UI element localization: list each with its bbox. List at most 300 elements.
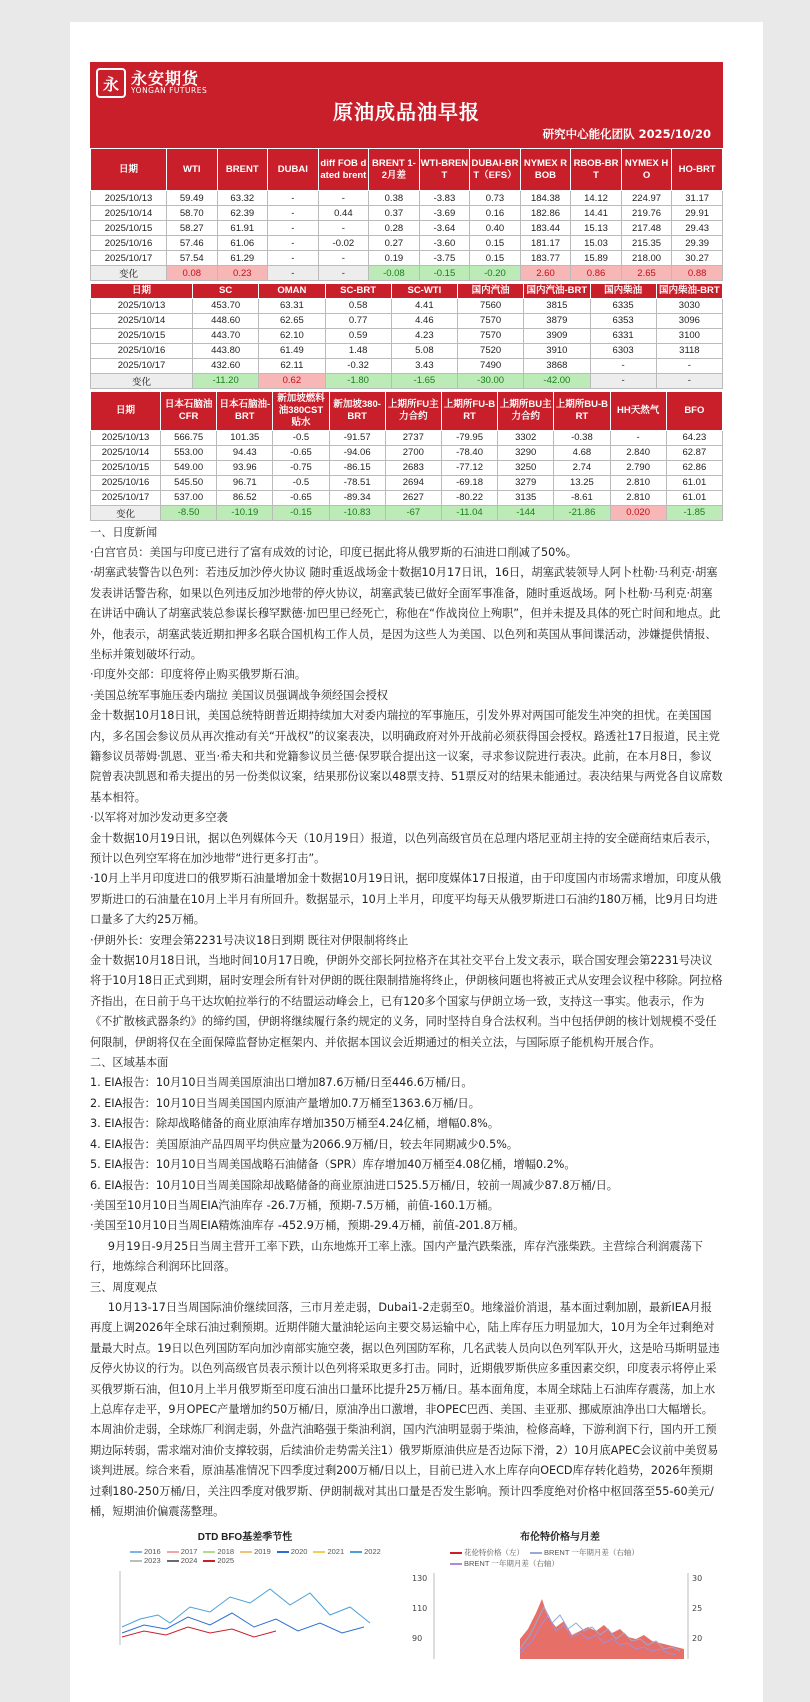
change-cell: -0.20: [470, 266, 521, 281]
change-row: [91, 505, 723, 520]
table-cell: 29.39: [672, 236, 723, 251]
section-heading: 一、日度新闻: [90, 525, 158, 539]
legend-item: [203, 1556, 234, 1565]
fundamentals-item: ·美国至10月10日当周EIA汽油库存 -26.7万桶，预期-7.5万桶，前值-160.1万桶。: [90, 1198, 499, 1212]
fundamentals-item: 2. EIA报告：10月10日当周美国国内原油产量增加0.7万桶至1363.6万桶/日。: [90, 1096, 480, 1110]
table-cell: 29.43: [672, 221, 723, 236]
table-header-row: [91, 149, 723, 191]
table-cell: -: [590, 358, 656, 373]
legend-label: 2016: [144, 1547, 161, 1557]
column-header: 日期: [91, 391, 161, 430]
sc-domestic-price-table: [90, 283, 723, 389]
change-cell: 2.60: [520, 266, 571, 281]
change-cell: -8.50: [161, 505, 217, 520]
table-cell: 545.50: [161, 475, 217, 490]
table-cell: 0.16: [470, 206, 521, 221]
table-cell: 2025/10/14: [91, 445, 161, 460]
column-header: DUBAI-BRT（EFS）: [470, 149, 521, 191]
table-cell: 0.28: [369, 221, 420, 236]
table-row: [91, 313, 723, 328]
legend-label: 2024: [180, 1556, 198, 1566]
table-cell: -0.02: [318, 236, 369, 251]
table-cell: 2.74: [554, 460, 610, 475]
change-cell: 0.62: [259, 373, 325, 388]
table-cell: 4.23: [391, 328, 457, 343]
table-cell: 0.15: [470, 236, 521, 251]
table-cell: 6353: [590, 313, 656, 328]
report-content: [90, 62, 723, 1658]
change-cell: -30.00: [458, 373, 524, 388]
legend-swatch: [130, 1551, 142, 1553]
legend-label: 2018: [217, 1547, 235, 1557]
table-cell: 3909: [524, 328, 590, 343]
table-cell: -: [268, 236, 319, 251]
fundamentals-item: 6. EIA报告：10月10日当周美国除却战略储备的商业原油进口525.5万桶/日，较前一周减少87.8万桶/日。: [90, 1178, 618, 1192]
report-text: [90, 523, 723, 1523]
change-cell: -42.00: [524, 373, 590, 388]
table-row: [91, 236, 723, 251]
table-cell: 63.32: [217, 191, 268, 206]
table-cell: 4.68: [554, 445, 610, 460]
table-cell: 61.01: [666, 475, 722, 490]
table-cell: 2694: [385, 475, 441, 490]
legend-item: [277, 1547, 308, 1556]
legend-item: [203, 1547, 234, 1556]
table-cell: 62.86: [666, 460, 722, 475]
legend-label: 2019: [254, 1547, 271, 1557]
table-cell: 0.58: [325, 298, 391, 313]
legend-swatch: [130, 1560, 142, 1562]
left-tick-label: 110: [412, 1604, 428, 1614]
table-cell: 15.89: [571, 251, 622, 266]
table-cell: 183.77: [520, 251, 571, 266]
table-cell: -0.5: [273, 430, 329, 445]
table-cell: 0.38: [369, 191, 420, 206]
table-cell: 566.75: [161, 430, 217, 445]
table-cell: -78.51: [329, 475, 385, 490]
table-row: [91, 445, 723, 460]
table-cell: 0.77: [325, 313, 391, 328]
table-cell: 59.49: [167, 191, 218, 206]
change-row: [91, 266, 723, 281]
logo-english-name: YONGAN FUTURES: [131, 86, 208, 96]
left-tick-label: 130: [412, 1574, 428, 1584]
legend-label: BRENT 一年期月差（右轴）: [464, 1559, 559, 1569]
brent-price-spread-chart: [410, 1528, 710, 1659]
section-heading: 二、区域基本面: [90, 1056, 169, 1070]
table-cell: 2627: [385, 490, 441, 505]
table-cell: 2737: [385, 430, 441, 445]
legend-label: 2017: [180, 1547, 198, 1557]
legend-label: 2020: [290, 1547, 308, 1557]
table-row: [91, 206, 723, 221]
table-cell: -3.60: [419, 236, 470, 251]
table-cell: -77.12: [441, 460, 497, 475]
column-header: SC-WTI: [391, 284, 457, 299]
table-cell: -: [318, 191, 369, 206]
change-cell: -: [318, 266, 369, 281]
table-cell: -94.06: [329, 445, 385, 460]
legend-item: [313, 1547, 344, 1556]
table-row: [91, 221, 723, 236]
news-item: 金十数据10月19日讯，据以色列媒体今天（10月19日）报道，以色列高级官员在总理内塔尼亚胡主持的安全磋商结束后表示，预计以色列空军将在加沙地带“进行更多打击”。: [90, 831, 718, 865]
table-cell: 61.01: [666, 490, 722, 505]
table-cell: 61.29: [217, 251, 268, 266]
table-cell: -0.38: [554, 430, 610, 445]
table-cell: 15.13: [571, 221, 622, 236]
table-cell: -8.61: [554, 490, 610, 505]
table-cell: 0.73: [470, 191, 521, 206]
table-cell: -89.34: [329, 490, 385, 505]
table-cell: 61.06: [217, 236, 268, 251]
change-cell: -11.20: [193, 373, 259, 388]
column-header: 上期所FU主力合约: [385, 391, 441, 430]
table-cell: 443.80: [193, 343, 259, 358]
change-cell: -144: [498, 505, 554, 520]
table-cell: 3250: [498, 460, 554, 475]
legend-item: [350, 1547, 381, 1556]
table-cell: 0.19: [369, 251, 420, 266]
table-cell: 1.48: [325, 343, 391, 358]
change-cell: -1.65: [391, 373, 457, 388]
table-cell: 0.40: [470, 221, 521, 236]
table-cell: 14.41: [571, 206, 622, 221]
fundamentals-item: ·美国至10月10日当周EIA精炼油库存 -452.9万桶，预期-29.4万桶，前值-201.8万桶。: [90, 1219, 525, 1233]
table-cell: 453.70: [193, 298, 259, 313]
table-cell: 57.54: [167, 251, 218, 266]
legend-swatch: [203, 1560, 215, 1562]
table-cell: 2.840: [610, 445, 666, 460]
table-cell: -0.75: [273, 460, 329, 475]
change-cell: -: [656, 373, 722, 388]
table-cell: 7490: [458, 358, 524, 373]
table-cell: 3096: [656, 313, 722, 328]
table-cell: 2025/10/15: [91, 221, 167, 236]
legend-swatch: [167, 1551, 179, 1553]
table-cell: -: [656, 358, 722, 373]
table-row: [91, 251, 723, 266]
table-cell: 3879: [524, 313, 590, 328]
change-cell: -21.86: [554, 505, 610, 520]
table-cell: 7570: [458, 313, 524, 328]
column-header: diff FOB dated brent: [318, 149, 369, 191]
report-title: 原油成品油早报: [333, 100, 480, 124]
column-header: RBOB-BRT: [571, 149, 622, 191]
table-cell: 182.86: [520, 206, 571, 221]
table-cell: 62.39: [217, 206, 268, 221]
table-row: [91, 328, 723, 343]
table-cell: 64.23: [666, 430, 722, 445]
table-row: [91, 343, 723, 358]
change-cell: -: [590, 373, 656, 388]
legend-swatch: [203, 1551, 215, 1553]
legend-swatch: [530, 1552, 542, 1554]
table-cell: 219.76: [621, 206, 672, 221]
table-cell: 3100: [656, 328, 722, 343]
table-cell: 2.790: [610, 460, 666, 475]
fundamentals-list: [90, 1073, 723, 1236]
column-header: HH天然气: [610, 391, 666, 430]
table-cell: 2700: [385, 445, 441, 460]
table-cell: 2025/10/17: [91, 490, 161, 505]
table-cell: 30.27: [672, 251, 723, 266]
table-cell: 86.52: [217, 490, 273, 505]
table-row: [91, 430, 723, 445]
column-header: 日本石脑油CFR: [161, 391, 217, 430]
table-row: [91, 358, 723, 373]
news-list: [90, 543, 723, 1053]
fundamentals-item: 3. EIA报告：除却战略储备的商业原油库存增加350万桶至4.24亿桶，增幅0.8%。: [90, 1117, 500, 1131]
column-header: 上期所BU主力合约: [498, 391, 554, 430]
table-cell: 62.65: [259, 313, 325, 328]
table-cell: 218.00: [621, 251, 672, 266]
table-cell: 6335: [590, 298, 656, 313]
table-cell: 183.44: [520, 221, 571, 236]
news-item: ·印度外交部：印度将停止购买俄罗斯石油。: [90, 668, 307, 682]
chart-plot: [410, 1569, 710, 1659]
table-cell: 57.46: [167, 236, 218, 251]
chart-title: 布伦特价格与月差: [520, 1532, 600, 1544]
news-item: ·胡塞武装警告以色列：若违反加沙停火协议 随时重返战场金十数据10月17日讯，16日，胡塞武装领导人阿卜杜勒·马利克·胡塞发表讲话警告称，如果以色列违反加沙地带的停火协议，胡塞武装已做好全面军事准备，随时重返战场。阿卜杜勒·马利克·胡塞在讲话中确认了胡塞武装总参谋长穆罕默德·加巴里已经死亡，称他在“作战岗位上殉职”，但并未提及具体的死亡时间和地点。此外，他表示，胡塞武装近期扣押多名联合国机构工作人员，是因为这些人为美国、以色列和英国从事间谍活动，涉嫌提供情报、坐标并策划破坏行动。: [90, 566, 721, 661]
chart-title: DTD BFO基差季节性: [197, 1532, 293, 1544]
news-item: 金十数据10月18日讯，美国总统特朗普近期持续加大对委内瑞拉的军事施压，引发外界对两国可能发生冲突的担忧。在美国国内，多名国会参议员从再次推动有关“开战权”的议案表决，以明确政府对外开战前必须获得国会授权。路透社17日报道，民主党籍参议员蒂姆·凯恩、亚当·希夫和共和党籍参议员兰德·保罗联合提出这一议案，寻求参议院进行表决。此前，在本月8日，参议院曾表决凯恩和希夫提出的另一份类似议案，结果那份议案以48票支持、51票反对的结果未能通过。表决结果与两党各自议席数基本相符。: [90, 709, 723, 804]
column-header: 国内汽油: [458, 284, 524, 299]
section-heading: 三、周度观点: [90, 1280, 158, 1294]
table-cell: -: [268, 191, 319, 206]
table-cell: 2025/10/13: [91, 191, 167, 206]
table-cell: 13.25: [554, 475, 610, 490]
legend-swatch: [167, 1560, 179, 1562]
table-cell: -91.57: [329, 430, 385, 445]
weekly-view: 10月13-17日当周国际油价继续回落，三市月差走弱，Dubai1-2走弱至0。地缘溢价消退，基本面过剩加剧，最新IEA月报再度上调2026年全球石油过剩预期。近期伴随大量油轮运向主要交易运输中心，陆上库存压力明显加大，10月为全年过剩绝对量最大时点。19日以色列国防军向加沙南部实施空袭，据以色列国防军称，几名武装人员向以色列军队开火，这是哈马斯明显违反停火协议的行为。以色列高级官员表示预计以色列将采取更多打击。同时，近期俄罗斯供应多重因素交织，印度表示将停止采买俄罗斯石油，但10月上半月俄罗斯至印度石油出口量环比提升25万桶/日。基本面角度，本周全球陆上石油库存震荡，加上水上总库存走平，9月OPEC产量增加约50万桶/日，原油净出口激增，非OPEC巴西、美国、圭亚那、挪威原油净出口大幅增长。本周油价走弱，全球炼厂利润走弱，外盘汽油略强于柴油利润，国内汽油明显弱于柴油，检修高峰，下游利润下行，国内开工预期边际转弱，需求端对油价支撑较弱，后续油价走势需关注1）俄罗斯原油供应是否边际下滑，2）10月底APEC会议前中美贸易谈判进展。综合来看，原油基准情况下四季度过剩200万桶/日以上，目前已进入水上库存向OECD库存转化趋势，2026年预期过剩180-250万桶/日，关注四季度对俄罗斯、伊朗制裁对其出口量是否发生影响。预计四季度绝对价格中枢回落至55-60美元/桶，短期油价偏震荡整理。: [90, 1300, 720, 1518]
table-cell: 58.27: [167, 221, 218, 236]
right-tick-label: 20: [692, 1634, 703, 1644]
table-cell: 2025/10/14: [91, 206, 167, 221]
table-cell: 3910: [524, 343, 590, 358]
change-cell: -0.15: [419, 266, 470, 281]
table-cell: -3.64: [419, 221, 470, 236]
change-cell: -0.15: [273, 505, 329, 520]
right-tick-label: 30: [692, 1574, 703, 1584]
table-header-row: [91, 391, 723, 430]
charts-area: [90, 1528, 723, 1658]
table-cell: 3302: [498, 430, 554, 445]
table-cell: -3.75: [419, 251, 470, 266]
column-header: OMAN: [259, 284, 325, 299]
table-cell: -3.69: [419, 206, 470, 221]
change-cell: 0.08: [167, 266, 218, 281]
company-logo: [96, 68, 207, 98]
legend-item: [450, 1547, 524, 1558]
news-item: ·美国总统军事施压委内瑞拉 美国议员强调战争须经国会授权: [90, 688, 388, 702]
report-page: [70, 22, 763, 1702]
table-cell: 7520: [458, 343, 524, 358]
column-header: 新加坡燃料油380CST贴水: [273, 391, 329, 430]
table-cell: 2.810: [610, 475, 666, 490]
table-cell: 3.43: [391, 358, 457, 373]
change-cell: -11.04: [441, 505, 497, 520]
change-cell: 0.86: [571, 266, 622, 281]
column-header: BRENT: [217, 149, 268, 191]
table-cell: 224.97: [621, 191, 672, 206]
column-header: 上期所BU-BRT: [554, 391, 610, 430]
legend-item: [530, 1547, 639, 1558]
column-header: 上期所FU-BRT: [441, 391, 497, 430]
legend-item: [167, 1547, 198, 1556]
right-tick-label: 25: [692, 1604, 703, 1614]
table-cell: 184.38: [520, 191, 571, 206]
table-header-row: [91, 284, 723, 299]
news-item: ·伊朗外长：安理会第2231号决议18日到期 既往对伊限制将终止: [90, 933, 409, 947]
table-cell: -0.32: [325, 358, 391, 373]
legend-swatch: [450, 1552, 462, 1554]
table-cell: 2025/10/16: [91, 475, 161, 490]
table-cell: 7560: [458, 298, 524, 313]
table-cell: -3.83: [419, 191, 470, 206]
column-header: HO-BRT: [672, 149, 723, 191]
legend-label: BRENT 一年期月差（右轴）: [544, 1548, 639, 1558]
table-cell: 2025/10/15: [91, 460, 161, 475]
table-cell: 2025/10/13: [91, 430, 161, 445]
table-cell: 3815: [524, 298, 590, 313]
table-cell: 5.08: [391, 343, 457, 358]
table-cell: 2025/10/16: [91, 236, 167, 251]
table-cell: 93.96: [217, 460, 273, 475]
regional-note: 9月19日-9月25日当周主营开工率下跌，山东地炼开工率上涨。国内产量汽跌柴涨，库存汽涨柴跌。主营综合利润震荡下行，地炼综合利润环比回落。: [90, 1239, 703, 1274]
column-header: 国内汽油-BRT: [524, 284, 590, 299]
column-header: WTI: [167, 149, 218, 191]
legend-item: [130, 1547, 161, 1556]
table-cell: 62.87: [666, 445, 722, 460]
column-header: SC: [193, 284, 259, 299]
chart-plot: [100, 1567, 390, 1647]
column-header: BFO: [666, 391, 722, 430]
table-cell: 7570: [458, 328, 524, 343]
legend-item: [130, 1556, 161, 1565]
table-cell: 63.31: [259, 298, 325, 313]
table-cell: 6303: [590, 343, 656, 358]
table-cell: 3135: [498, 490, 554, 505]
table-cell: -0.65: [273, 445, 329, 460]
table-cell: 61.49: [259, 343, 325, 358]
table-cell: 61.91: [217, 221, 268, 236]
column-header: 日期: [91, 149, 167, 191]
table-cell: -86.15: [329, 460, 385, 475]
left-tick-label: 90: [412, 1634, 423, 1644]
table-cell: -: [268, 221, 319, 236]
change-cell: -0.08: [369, 266, 420, 281]
table-cell: 101.35: [217, 430, 273, 445]
change-cell: 2.65: [621, 266, 672, 281]
table-cell: 0.15: [470, 251, 521, 266]
table-cell: 2025/10/17: [91, 358, 193, 373]
table-cell: 181.17: [520, 236, 571, 251]
table-cell: 0.37: [369, 206, 420, 221]
column-header: 新加坡380-BRT: [329, 391, 385, 430]
table-row: [91, 490, 723, 505]
column-header: NYMEX HO: [621, 149, 672, 191]
fundamentals-item: 4. EIA报告：美国原油产品四周平均供应量为2066.9万桶/日，较去年同期减少0.5%。: [90, 1137, 519, 1151]
column-header: BRENT 1-2月差: [369, 149, 420, 191]
chart-legend: [410, 1547, 710, 1569]
column-header: 国内柴油: [590, 284, 656, 299]
chart-legend: [100, 1547, 390, 1565]
news-item: ·白宫官员：美国与印度已进行了富有成效的讨论，印度已据此将从俄罗斯的石油进口削减了50%。: [90, 545, 578, 559]
table-cell: 2683: [385, 460, 441, 475]
table-cell: 6331: [590, 328, 656, 343]
legend-item: [240, 1547, 271, 1556]
table-cell: 553.00: [161, 445, 217, 460]
table-cell: 549.00: [161, 460, 217, 475]
change-cell: -1.85: [666, 505, 722, 520]
table-cell: -: [610, 430, 666, 445]
table-row: [91, 460, 723, 475]
legend-label: 2022: [364, 1547, 381, 1557]
table-cell: 0.59: [325, 328, 391, 343]
table-row: [91, 191, 723, 206]
crude-products-price-table: [90, 148, 723, 281]
change-cell: -1.80: [325, 373, 391, 388]
column-header: WTI-BRENT: [419, 149, 470, 191]
table-cell: 94.43: [217, 445, 273, 460]
table-cell: 2025/10/17: [91, 251, 167, 266]
change-cell: -10.19: [217, 505, 273, 520]
table-cell: 3868: [524, 358, 590, 373]
news-item: ·以军将对加沙发动更多空袭: [90, 811, 228, 825]
table-row: [91, 475, 723, 490]
table-cell: 62.10: [259, 328, 325, 343]
table-cell: 14.12: [571, 191, 622, 206]
column-header: 日本石脑油-BRT: [217, 391, 273, 430]
table-cell: -: [318, 221, 369, 236]
table-cell: 0.44: [318, 206, 369, 221]
table-cell: -0.5: [273, 475, 329, 490]
table-cell: 15.03: [571, 236, 622, 251]
change-cell: -10.83: [329, 505, 385, 520]
legend-swatch: [450, 1563, 462, 1565]
naphtha-fueloil-price-table: [90, 391, 723, 521]
legend-label: 花伦特价格（左）: [464, 1548, 524, 1558]
table-cell: 443.70: [193, 328, 259, 343]
news-item: 金十数据10月18日讯，当地时间10月17日晚，伊朗外交部长阿拉格齐在其社交平台上发文表示，联合国安理会第2231号决议将于10月18日正式到期，届时安理会所有针对伊朗的既往限制措施将终止，伊朗核问题也将被正式从安理会议程中移除。阿拉格齐指出，在日前于乌干达坎帕拉举行的不结盟运动峰会上，已有120多个国家与伊朗立场一致，支持这一事实。他表示，作为《不扩散核武器条约》的缔约国，伊朗将继续履行条约规定的义务，同时坚持自身合法权利。当中包括伊朗的核计划规模不受任何限制，伊朗将仅在全面保障监督协定框架内、并依据本国议会近期通过的相关立法，与国际原子能机构开展合作。: [90, 954, 723, 1049]
change-cell: -: [268, 266, 319, 281]
table-cell: -0.65: [273, 490, 329, 505]
legend-label: 2023: [144, 1556, 161, 1566]
change-cell: 0.23: [217, 266, 268, 281]
legend-item: [450, 1558, 559, 1569]
column-header: 日期: [91, 284, 193, 299]
table-cell: 4.41: [391, 298, 457, 313]
table-cell: 537.00: [161, 490, 217, 505]
table-cell: -80.22: [441, 490, 497, 505]
table-cell: 31.17: [672, 191, 723, 206]
table-cell: 2025/10/14: [91, 313, 193, 328]
bfo-seasonality-chart: [100, 1528, 390, 1647]
logo-chinese-name: 永安期货: [131, 68, 200, 88]
table-cell: 3290: [498, 445, 554, 460]
table-row: [91, 298, 723, 313]
report-subtitle: 研究中心能化团队 2025/10/20: [542, 127, 711, 141]
column-header: NYMEX RBOB: [520, 149, 571, 191]
legend-label: 2021: [327, 1547, 345, 1557]
column-header: SC-BRT: [325, 284, 391, 299]
change-cell: 变化: [91, 266, 167, 281]
table-cell: 96.71: [217, 475, 273, 490]
change-cell: 0.020: [610, 505, 666, 520]
table-cell: 29.91: [672, 206, 723, 221]
table-cell: 2025/10/16: [91, 343, 193, 358]
table-cell: 215.35: [621, 236, 672, 251]
